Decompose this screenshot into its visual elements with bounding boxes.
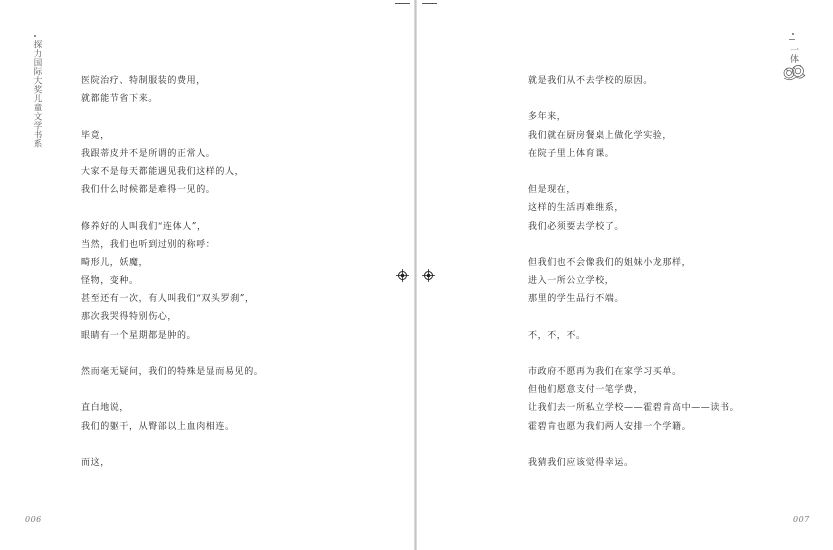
text-line: 医院治疗、特制服装的费用， bbox=[81, 76, 206, 86]
blank-line bbox=[81, 108, 263, 126]
text-line: 进入一所公立学校， bbox=[528, 276, 615, 287]
text-line: 我们什么时候都是难得一见的。 bbox=[81, 185, 216, 196]
text-line: 就都能节省下来。 bbox=[81, 94, 158, 105]
text-line: 我们必须要去学校了。 bbox=[528, 221, 625, 232]
right-page bbox=[417, 0, 833, 550]
text-line: 不，不，不。 bbox=[528, 330, 586, 341]
text-line: 畸形儿，妖魔， bbox=[81, 257, 149, 268]
text-line: 甚至还有一次，有人叫我们“双头罗刹”， bbox=[81, 294, 255, 305]
text-line: 让我们去一所私立学校——霍碧肯高中——读书。 bbox=[528, 403, 740, 414]
page-number: 007 bbox=[793, 515, 810, 524]
chapter-title: 一体 bbox=[788, 45, 798, 63]
text-line: 怪物，变种。 bbox=[81, 276, 139, 287]
blank-line bbox=[528, 436, 739, 454]
blank-line bbox=[528, 308, 739, 326]
blank-line bbox=[81, 199, 263, 217]
text-line: 但是现在， bbox=[528, 185, 577, 196]
text-line: 直白地说， bbox=[81, 403, 130, 414]
text-line: 在院子里上体育课。 bbox=[528, 148, 615, 159]
chapter-dot bbox=[792, 33, 794, 35]
text-line: 那次我哭得特别伤心， bbox=[81, 312, 178, 323]
left-page bbox=[0, 0, 415, 550]
text-line: 然而毫无疑问，我们的特殊是显而易见的。 bbox=[81, 367, 264, 377]
text-line: 就是我们从不去学校的原因。 bbox=[528, 76, 653, 86]
right-body-text bbox=[528, 72, 739, 472]
text-line: 毕竟， bbox=[81, 130, 110, 141]
text-line: 当然，我们也听到过别的称呼： bbox=[81, 239, 216, 250]
series-dot bbox=[34, 35, 36, 37]
crop-mark bbox=[422, 3, 437, 4]
blank-line bbox=[81, 436, 263, 454]
text-line: 我猜我们应该觉得幸运。 bbox=[528, 457, 634, 468]
blank-line bbox=[81, 345, 263, 363]
blank-line bbox=[528, 345, 739, 363]
blank-line bbox=[528, 163, 739, 181]
text-line: 霍碧肯也愿为我们两人安排一个学籍。 bbox=[528, 421, 692, 432]
text-line: 我跟蒂皮并不是所谓的正常人。 bbox=[81, 148, 216, 159]
crop-mark bbox=[395, 3, 410, 4]
text-line: 大家不是每天都能遇见我们这样的人， bbox=[81, 166, 245, 177]
flower-ornament-icon bbox=[780, 62, 808, 84]
text-line: 修养好的人叫我们“连体人”， bbox=[81, 221, 207, 232]
text-line: 我们的躯干，从臀部以上血肉相连。 bbox=[81, 421, 235, 432]
blank-line bbox=[81, 381, 263, 399]
blank-line bbox=[528, 90, 739, 108]
text-line: 眼睛有一个星期都是肿的。 bbox=[81, 330, 197, 341]
text-line: 而这， bbox=[81, 457, 110, 468]
text-line: 那里的学生品行不端。 bbox=[528, 294, 625, 305]
page-number: 006 bbox=[25, 515, 42, 524]
left-body-text bbox=[81, 72, 263, 472]
chapter-dash bbox=[789, 39, 795, 40]
text-line: 市政府不愿再为我们在家学习买单。 bbox=[528, 367, 682, 377]
text-line: 我们就在厨房餐桌上做化学实验， bbox=[528, 130, 673, 141]
text-line: 这样的生活再难维系， bbox=[528, 203, 625, 214]
text-line: 但我们也不会像我们的姐妹小龙那样， bbox=[528, 257, 692, 268]
blank-line bbox=[528, 236, 739, 254]
series-title: 探力国际大奖儿童文学书系 bbox=[32, 40, 42, 148]
registration-mark-icon bbox=[422, 269, 435, 282]
text-line: 多年来， bbox=[528, 112, 567, 123]
registration-mark-icon bbox=[396, 269, 409, 282]
text-line: 但他们愿意支付一笔学费， bbox=[528, 385, 644, 396]
